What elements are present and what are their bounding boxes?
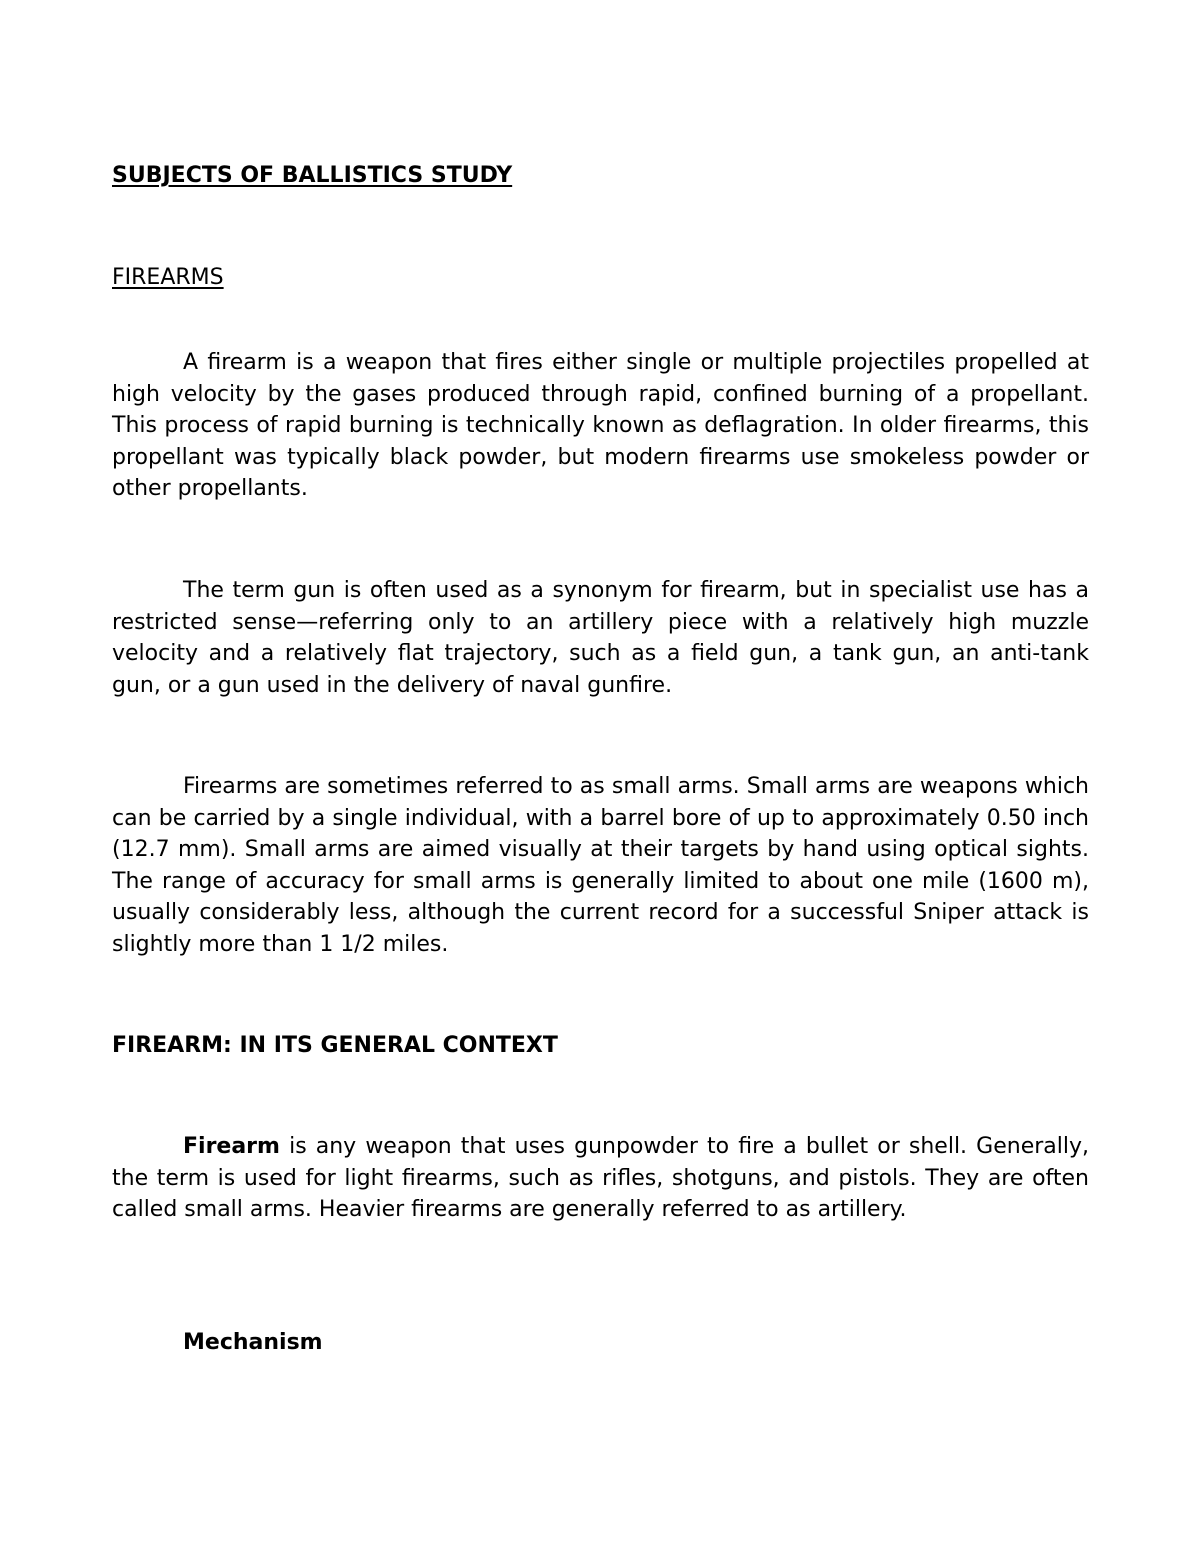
section-heading-firearms: FIREARMS — [112, 265, 224, 290]
paragraph-body-text: is any weapon that uses gunpowder to fire a bullet or shell. Generally, the term is used for light firearms, such as rifles, shotguns, and pistols. They are often called small arms. Heavier firearms are generally referred to as artillery. — [112, 1134, 1089, 1222]
document-title: SUBJECTS OF BALLISTICS STUDY — [112, 163, 513, 188]
section-heading-general-context: FIREARM: IN ITS GENERAL CONTEXT — [112, 1033, 558, 1058]
paragraph-firearm-definition: A firearm is a weapon that fires either single or multiple projectiles propelled at high velocity by the gases produced through rapid, confined burning of a propellant. This process of rapid burning is technically known as deflagration. In older firearms, this propellant was typically black powder, but modern firearms use smokeless powder or other propellants. — [112, 350, 1089, 501]
paragraph-lead-term: Firearm — [183, 1134, 280, 1159]
document-page — [112, 0, 1089, 1553]
paragraph-small-arms: Firearms are sometimes referred to as small arms. Small arms are weapons which can be carried by a single individual, with a barrel bore of up to approximately 0.50 inch (12.7 mm). Small arms are aimed visually at their targets by hand using optical sights. The range of accuracy for small arms is generally limited to about one mile (1600 m), usually considerably less, although the current record for a successful Sniper attack is slightly more than 1 1/2 miles. — [112, 774, 1089, 957]
paragraph-firearm-general — [112, 1131, 1089, 1226]
paragraph-term-gun: The term gun is often used as a synonym for firearm, but in specialist use has a restricted sense—referring only to an artillery piece with a relatively high muzzle velocity and a relatively flat trajectory, such as a field gun, a tank gun, an anti-tank gun, or a gun used in the delivery of naval gunfire. — [112, 578, 1089, 698]
subheading-mechanism: Mechanism — [183, 1330, 323, 1355]
